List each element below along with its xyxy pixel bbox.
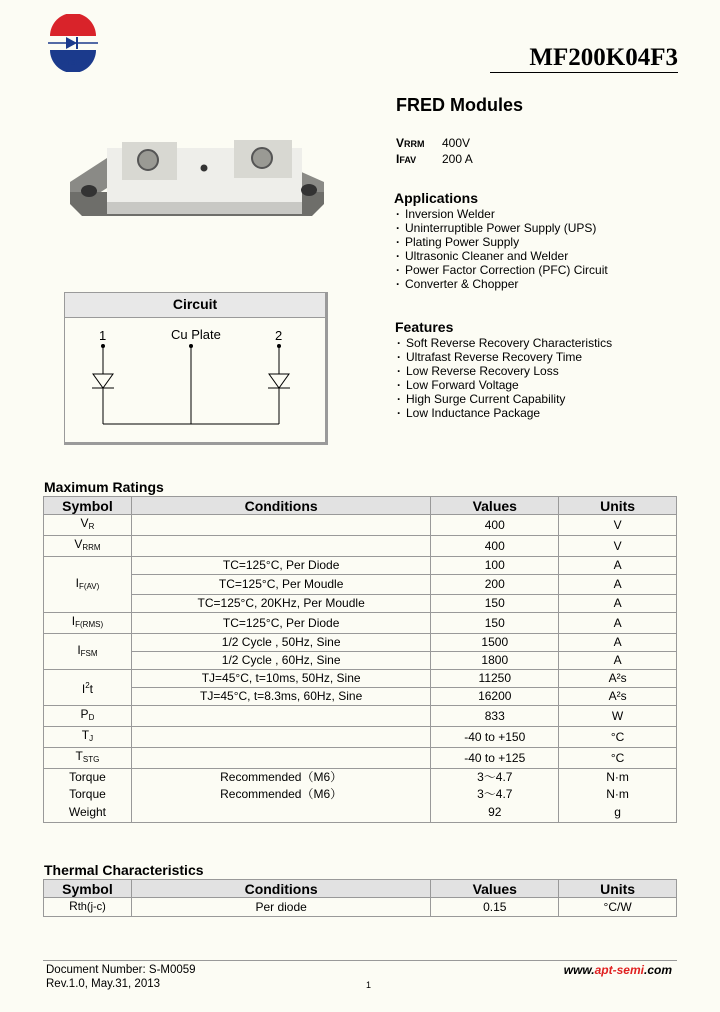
spec-value: 400V (442, 136, 471, 150)
value-cell: 150 (431, 613, 559, 634)
condition-cell (131, 515, 430, 536)
col-units: Units (559, 880, 677, 898)
spec-symbol: V (396, 136, 405, 150)
applications-heading: Applications (394, 190, 479, 206)
circuit-box (64, 292, 328, 445)
pin-1-label: 1 (99, 328, 107, 343)
symbol-cell: TJ (44, 727, 132, 748)
condition-cell (131, 536, 430, 557)
document-number: Document Number: S-M0059 (46, 964, 196, 976)
features-heading: Features (395, 319, 454, 335)
value-cell: 150 (431, 595, 559, 613)
symbol-cell: Torque (44, 786, 132, 803)
symbol-cell (44, 595, 132, 613)
value-cell: -40 to +125 (431, 748, 559, 769)
thermal-heading: Thermal Characteristics (44, 862, 204, 878)
table-row (44, 557, 677, 575)
table-row (44, 613, 677, 634)
table-row (44, 536, 677, 557)
unit-cell: A (559, 557, 677, 575)
max-ratings-heading: Maximum Ratings (44, 479, 164, 495)
table-row (44, 670, 677, 688)
symbol-cell: $I^2t$ (44, 670, 132, 706)
col-conditions: Conditions (131, 497, 430, 515)
unit-cell: N·m (559, 786, 677, 803)
symbol-cell: VRRM (44, 536, 132, 557)
condition-cell (131, 803, 430, 823)
page-number: 1 (366, 980, 372, 990)
table-row (44, 634, 677, 652)
col-symbol: Symbol (44, 497, 132, 515)
condition-cell (131, 706, 430, 727)
unit-cell: A²s (559, 688, 677, 706)
symbol-cell: VR (44, 515, 132, 536)
unit-cell: V (559, 536, 677, 557)
unit-cell: A (559, 613, 677, 634)
unit-cell: A (559, 575, 677, 595)
header-rule (490, 72, 678, 73)
condition-cell: TJ=45°C, t=10ms, 50Hz, Sine (131, 670, 430, 688)
value-cell: 200 (431, 575, 559, 595)
value-cell: 3～4.7 (431, 786, 559, 803)
module-image (62, 130, 342, 230)
table-row (44, 688, 677, 706)
list-item: · Inversion Welder (396, 207, 608, 221)
value-cell: 0.15 (431, 898, 559, 917)
value-cell: 92 (431, 803, 559, 823)
value-cell: 1800 (431, 652, 559, 670)
value-cell: 1500 (431, 634, 559, 652)
list-item: · Uninterruptible Power Supply (UPS) (396, 221, 608, 235)
spec-vrrm (396, 136, 471, 150)
symbol-cell: Rth(j-c) (44, 898, 132, 917)
condition-cell: Recommended（M6） (131, 786, 430, 803)
thermal-table (43, 879, 677, 917)
symbol-cell: Torque (44, 769, 132, 787)
applications-list (396, 207, 608, 291)
unit-cell: V (559, 515, 677, 536)
symbol-cell (44, 557, 132, 575)
table-header-row (44, 497, 677, 515)
unit-cell: A (559, 595, 677, 613)
list-item: · Soft Reverse Recovery Characteristics (397, 336, 612, 350)
table-row (44, 575, 677, 595)
value-cell: 400 (431, 536, 559, 557)
condition-cell: Recommended（M6） (131, 769, 430, 787)
condition-cell: 1/2 Cycle , 60Hz, Sine (131, 652, 430, 670)
spec-symbol: I (396, 152, 400, 166)
value-cell: 3～4.7 (431, 769, 559, 787)
table-row (44, 515, 677, 536)
website-link[interactable]: www.apt-semi.com (563, 963, 672, 977)
condition-cell: Per diode (131, 898, 430, 917)
col-values: Values (431, 880, 559, 898)
condition-cell: TC=125°C, Per Diode (131, 613, 430, 634)
logo-text: APTSEMI (55, 60, 91, 67)
table-row (44, 748, 677, 769)
list-item: · Ultrafast Reverse Recovery Time (397, 350, 612, 364)
col-symbol: Symbol (44, 880, 132, 898)
condition-cell (131, 748, 430, 769)
list-item: · Low Forward Voltage (397, 378, 612, 392)
unit-cell: °C (559, 748, 677, 769)
table-row (44, 898, 677, 917)
spec-subscript: RRM (404, 139, 425, 149)
condition-cell: TC=125°C, 20KHz, Per Moudle (131, 595, 430, 613)
unit-cell: A²s (559, 670, 677, 688)
unit-cell: A (559, 652, 677, 670)
table-row (44, 803, 677, 823)
list-item: · Converter & Chopper (396, 277, 608, 291)
value-cell: 11250 (431, 670, 559, 688)
unit-cell: g (559, 803, 677, 823)
symbol-cell: IFSM (44, 634, 132, 670)
value-cell: 833 (431, 706, 559, 727)
list-item: · Low Inductance Package (397, 406, 612, 420)
list-item: · Ultrasonic Cleaner and Welder (396, 249, 608, 263)
features-list (397, 336, 612, 420)
symbol-cell: TSTG (44, 748, 132, 769)
symbol-cell: PD (44, 706, 132, 727)
table-row (44, 595, 677, 613)
revision: Rev.1.0, May.31, 2013 (46, 978, 161, 990)
spec-ifav (396, 152, 473, 166)
condition-cell: TC=125°C, Per Moudle (131, 575, 430, 595)
table-row (44, 706, 677, 727)
cu-plate-label: Cu Plate (171, 327, 221, 342)
symbol-cell: IF(RMS) (44, 613, 132, 634)
table-row (44, 727, 677, 748)
unit-cell: N·m (559, 769, 677, 787)
symbol-cell: IF(AV) (44, 575, 132, 595)
spec-subscript: FAV (399, 155, 417, 165)
unit-cell: W (559, 706, 677, 727)
unit-cell: °C/W (559, 898, 677, 917)
value-cell: 16200 (431, 688, 559, 706)
list-item: · High Surge Current Capability (397, 392, 612, 406)
spec-value: 200 A (442, 152, 473, 166)
col-values: Values (431, 497, 559, 515)
list-item: · Low Reverse Recovery Loss (397, 364, 612, 378)
col-conditions: Conditions (131, 880, 430, 898)
footer-rule (43, 960, 677, 961)
col-units: Units (559, 497, 677, 515)
condition-cell: 1/2 Cycle , 50Hz, Sine (131, 634, 430, 652)
unit-cell: °C (559, 727, 677, 748)
max-ratings-table (43, 496, 677, 823)
value-cell: 100 (431, 557, 559, 575)
circuit-title: Circuit (65, 293, 325, 318)
condition-cell: TC=125°C, Per Diode (131, 557, 430, 575)
pin-2-label: 2 (275, 328, 283, 343)
part-number: MF200K04F3 (529, 44, 678, 71)
table-row (44, 786, 677, 803)
symbol-cell: Weight (44, 803, 132, 823)
table-row (44, 652, 677, 670)
list-item: · Plating Power Supply (396, 235, 608, 249)
table-header-row (44, 880, 677, 898)
list-item: · Power Factor Correction (PFC) Circuit (396, 263, 608, 277)
product-title: FRED Modules (396, 95, 524, 115)
circuit-schematic (65, 318, 327, 443)
condition-cell (131, 727, 430, 748)
condition-cell: TJ=45°C, t=8.3ms, 60Hz, Sine (131, 688, 430, 706)
value-cell: -40 to +150 (431, 727, 559, 748)
value-cell: 400 (431, 515, 559, 536)
table-row (44, 769, 677, 787)
unit-cell: A (559, 634, 677, 652)
